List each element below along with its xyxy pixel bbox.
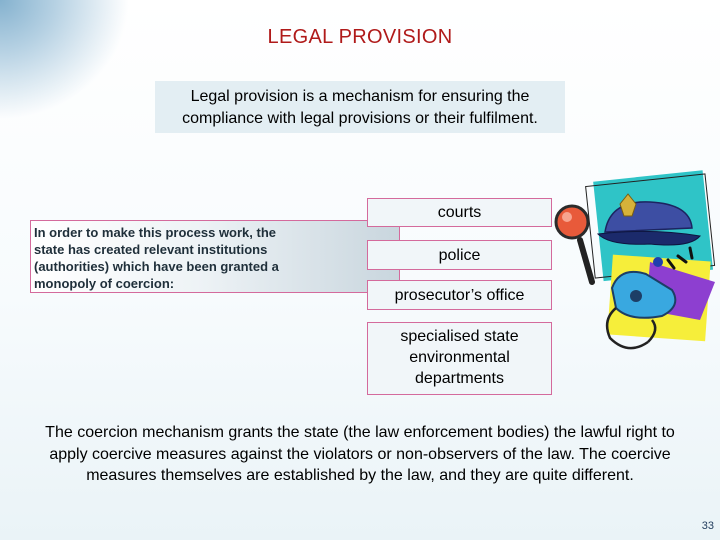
institutions-intro-panel (30, 220, 400, 293)
police-clipart (550, 170, 720, 360)
institution-prosecutor: prosecutor’s office (367, 280, 552, 310)
page-number: 33 (701, 520, 714, 532)
institutions-intro-text: In order to make this process work, the state has created relevant institutions (authorities) which have been granted a monopoly of coercion: (34, 225, 279, 291)
definition-box: Legal provision is a mechanism for ensuring the compliance with legal provisions or their fulfilment. (155, 81, 565, 133)
institution-environmental-departments: specialised state environmental departments (367, 322, 552, 395)
corner-decoration (0, 0, 130, 120)
coercion-paragraph: The coercion mechanism grants the state (the law enforcement bodies) the lawful right to apply coercive measures against the violators or non-observers of the law. The coercive measures themselves are established by the law, and they are quite different. (45, 424, 675, 484)
institution-courts: courts (367, 198, 552, 227)
magnifying-glass-icon (556, 206, 592, 282)
slide-title: LEGAL PROVISION (267, 26, 453, 48)
institution-police: police (367, 240, 552, 270)
